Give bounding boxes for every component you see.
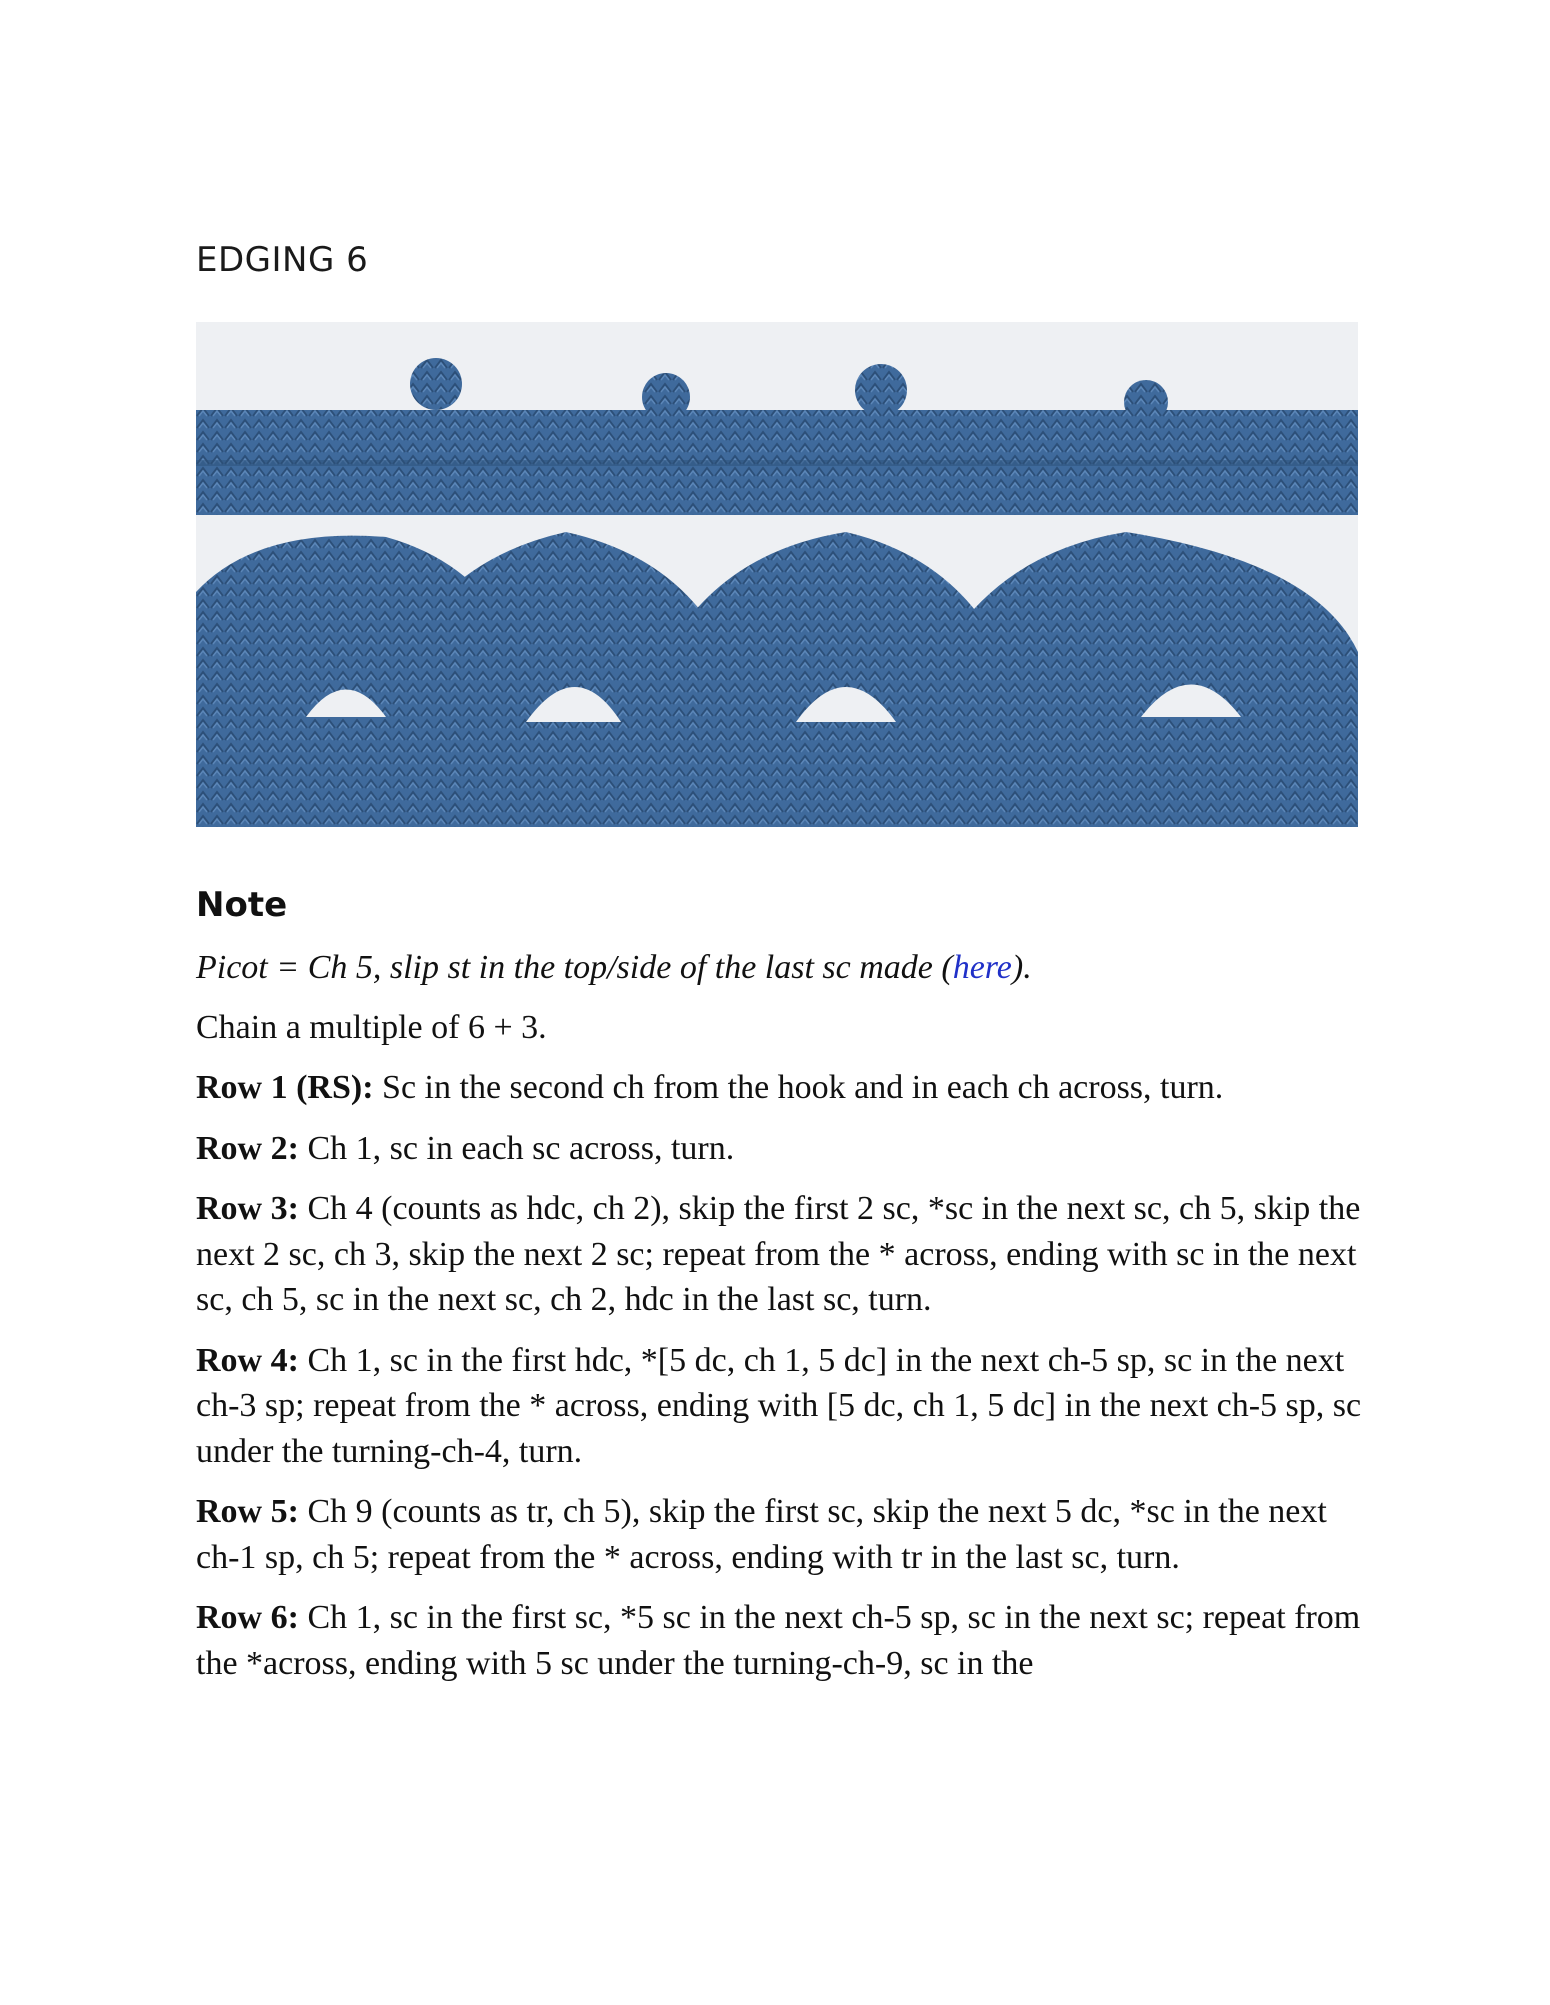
edging-photo <box>196 322 1358 827</box>
row-label: Row 4: <box>196 1341 299 1379</box>
row-5 <box>196 1489 1366 1580</box>
row-text: Ch 1, sc in each sc across, turn. <box>298 1129 735 1167</box>
row-4 <box>196 1338 1366 1475</box>
row-text: Ch 9 (counts as tr, ch 5), skip the first sc, skip the next 5 dc, *sc in the next ch-1 sp, ch 5; repeat from the * across, ending with tr in the last sc, turn. <box>196 1493 1327 1576</box>
pattern-instructions <box>196 945 1366 1701</box>
row-6 <box>196 1595 1366 1686</box>
row-label: Row 5: <box>196 1493 299 1530</box>
row-label: Row 3: <box>196 1190 299 1227</box>
picot-note <box>196 945 1366 991</box>
row-text: Ch 1, sc in the first hdc, *[5 dc, ch 1, 5 dc] in the next ch-5 sp, sc in the next ch-3 sp; repeat from the * across, ending with [5 dc, ch 1, 5 dc] in the next ch-5 sp, sc under the turning-ch-4, turn. <box>196 1341 1362 1470</box>
row-label: Row 6: <box>196 1599 299 1636</box>
note-heading: Note <box>196 885 288 925</box>
here-link[interactable]: here <box>952 949 1012 986</box>
row-label: Row 2: <box>196 1129 299 1167</box>
row-1 <box>196 1065 1366 1111</box>
picot-text: Picot = Ch 5, slip st in the top/side of the last sc made ( <box>196 949 953 986</box>
chain-instruction: Chain a multiple of 6 + 3. <box>196 1008 547 1046</box>
row-text: Ch 1, sc in the first sc, *5 sc in the next ch-5 sp, sc in the next sc; repeat from the *across, ending with 5 sc under the turning-ch-9, sc in the <box>196 1599 1361 1682</box>
row-2 <box>196 1126 1366 1172</box>
row-text: Sc in the second ch from the hook and in each ch across, turn. <box>373 1069 1224 1106</box>
row-label: Row 1 (RS): <box>196 1069 374 1106</box>
row-3 <box>196 1186 1366 1323</box>
pattern-title: EDGING 6 <box>196 240 369 280</box>
crochet-edging-photo-icon <box>196 322 1358 827</box>
row-text: Ch 4 (counts as hdc, ch 2), skip the first 2 sc, *sc in the next sc, ch 5, skip the next 2 sc, ch 3, skip the next 2 sc; repeat from the * across, ending with sc in the next sc, ch 5, sc in the next sc, ch 2, hdc in the last sc, turn. <box>196 1190 1361 1318</box>
picot-text-end: ). <box>1011 949 1032 986</box>
